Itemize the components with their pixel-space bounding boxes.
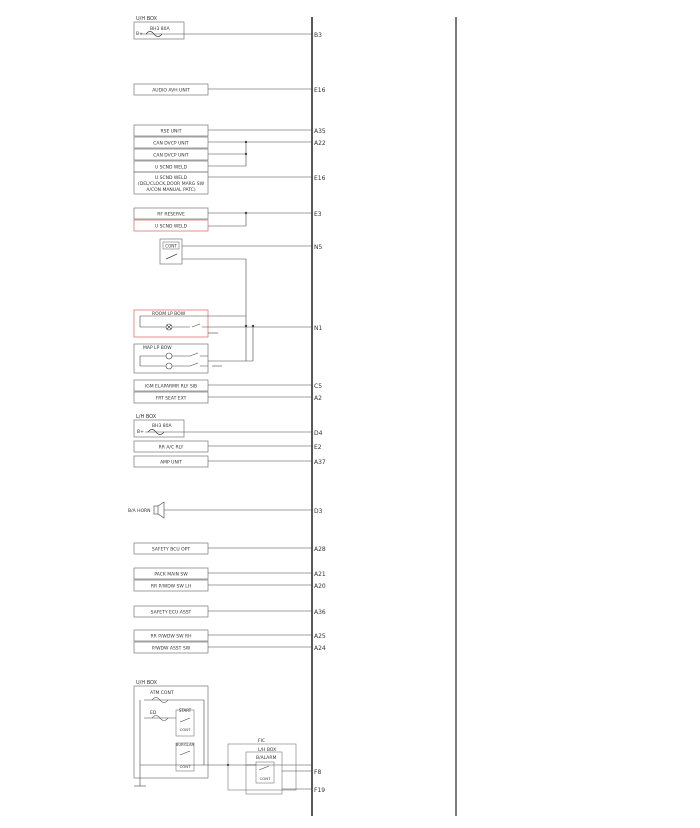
alarm-relay-cont: CONT [259,776,271,781]
map-lp-switch-2 [172,363,208,366]
horn-bell-icon [158,502,164,518]
map-lp-lamp-icon-2 [166,363,172,369]
alarm-label: B/ALARM [256,756,277,761]
pin-label: A24 [314,645,326,652]
map-lp-label: MAP LP BOW [143,346,172,351]
horn-label: B/A HORN [128,509,151,514]
pin-label: A25 [314,633,326,640]
lh-fuse-pin: B+ [137,430,144,435]
top-fuse-label: BH3 80A [150,27,170,32]
junction-dot [245,153,247,155]
junction-dot [245,212,247,214]
start-relay-box [176,710,194,736]
room-lp-label: ROOM LP BOW [152,312,186,317]
pin-label: A20 [314,583,326,590]
box-frt-seat-label: FRT SEAT EXT [155,396,187,402]
box-rr-pwdw-rh-label: RR P/WDW SW RH [150,634,192,640]
box-safety-bcu-label: SAFETY BCU OPT [151,547,191,553]
box-igm-label: IGM ELAPARMR RLY SIB [144,384,198,390]
box-weld-2-line3: A/CON MANUAL PATC) [146,188,196,193]
alarm-relay-switch [259,766,269,770]
pin-label: E2 [314,444,322,451]
box-amp-label: AMP UNIT [160,460,182,466]
pin-label: A2 [314,395,322,402]
box-weld-3-label: U SCND WELD [154,224,188,230]
top-fuse-pin: B+ [136,32,143,37]
pin-label: F19 [314,787,326,794]
horn-icon [154,506,158,514]
pin-label: A36 [314,609,326,616]
start-relay-switch [180,718,190,722]
pin-label: D3 [314,508,323,515]
atm-cont-label: ATM CONT [150,691,174,696]
box-rr-ac-label: RR A/C RLY [158,445,184,451]
lh-fuse-group-label: L/H BOX [136,414,157,420]
pin-label: D4 [314,430,323,437]
box-safety-ecu-label: SAFETY ECU ASST [150,610,192,616]
box-weld-1-label: U SCND WELD [154,165,188,171]
burglar-relay-label: BURGLAR [175,742,195,747]
box-weld-2-line2: (DEL/CLOCK,DOOR MARG SW [137,182,205,187]
pin-label: E3 [314,211,322,218]
box-audio-label: AUDIO AVH UNIT [152,88,190,94]
pin-label: A22 [314,140,326,147]
relay-top-switch [166,254,177,259]
relay-top-label: CONT [165,243,177,249]
pin-label: A35 [314,128,326,135]
pin-label: A21 [314,571,326,578]
map-lp-switch [172,353,208,356]
box-rse-label: RSE UNIT [160,129,182,135]
pin-label: N1 [314,325,323,332]
box-pwdw-asst-label: P/WDW ASST SW [151,646,191,652]
fic-label: FIC [258,739,266,744]
box-weld-2-label: U SCND WELD [154,176,188,181]
start-relay-label: START [178,708,192,713]
ed-label: ED [150,711,157,716]
pin-label: N5 [314,244,323,251]
box-rr-pwdw-lh-label: RR P/WDW SW LH [150,584,192,590]
junction-dot [245,141,247,143]
pin-label: A28 [314,546,326,553]
lh-fuse-label: BH3 80A [152,424,172,429]
burglar-relay-switch [180,751,190,755]
pin-label: C5 [314,383,323,390]
pin-label: E16 [314,87,326,94]
box-rf-reserve-label: RF RESERVE [157,212,185,218]
lower-box-label: U/H BOX [136,680,158,686]
burglar-relay-cont: CONT [179,764,191,769]
map-lp-lamp-icon [166,353,172,359]
pin-label: F8 [314,769,322,776]
pin-label: A37 [314,459,326,466]
start-relay-cont: CONT [179,727,191,732]
box-pack-main-label: PACK MAIN SW [154,572,188,578]
box-can-2-label: CAN DVCP UNIT [153,153,189,159]
fic-box-label: L/H BOX [258,748,277,753]
pin-label: B3 [314,32,322,39]
box-can-1-label: CAN DVCP UNIT [153,141,189,147]
top-fuse-group-label: U/H BOX [136,16,158,22]
pin-label: E16 [314,175,326,182]
